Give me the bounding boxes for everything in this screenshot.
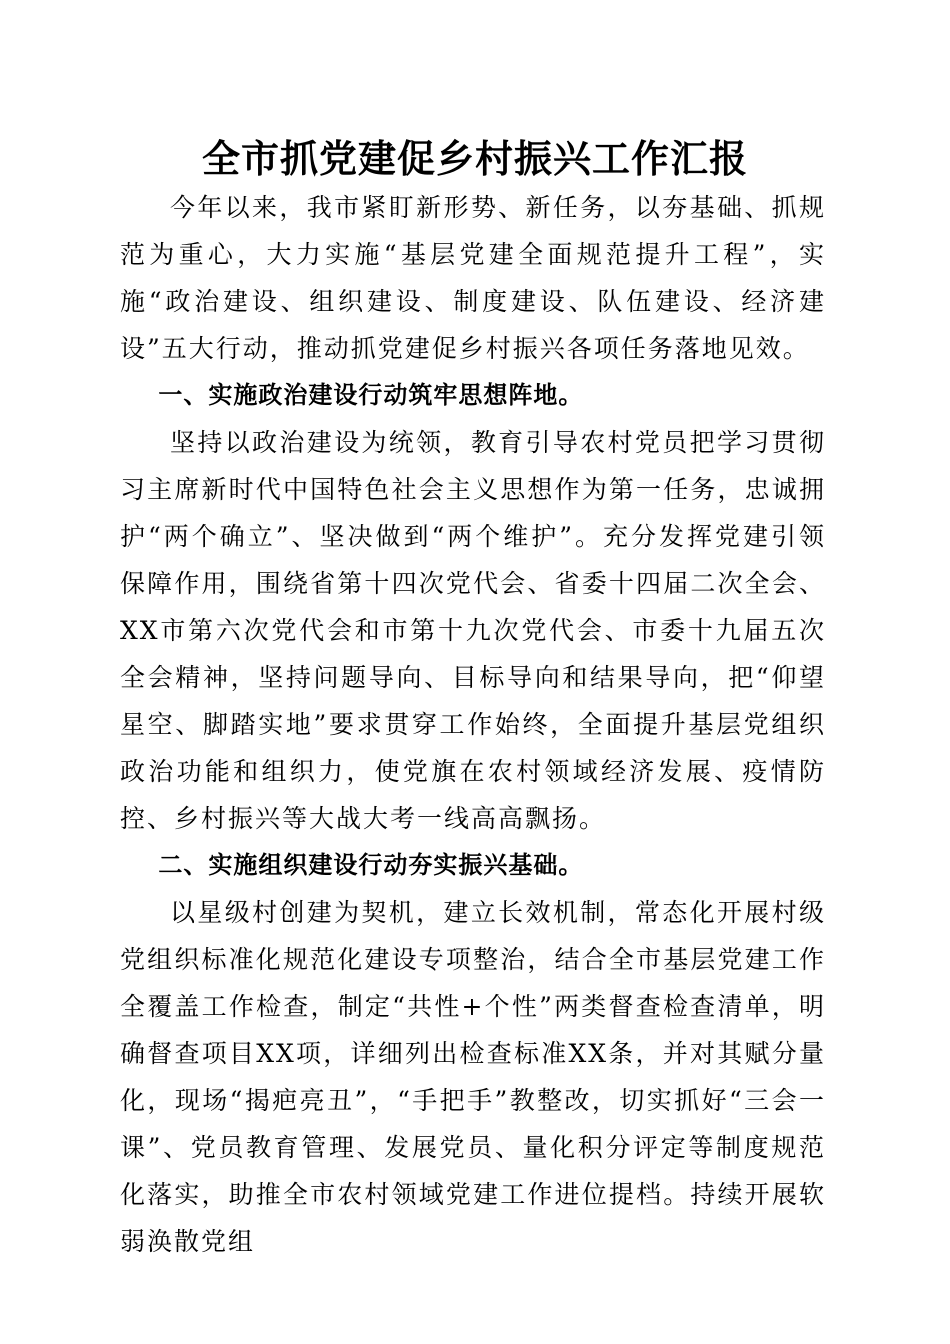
section-heading-2: 二、实施组织建设行动夯实振兴基础。 [158, 851, 584, 879]
intro-paragraph: 今年以来，我市紧盯新形势、新任务，以夯基础、抓规范为重心，大力实施“基层党建全面规范提升工程”，实施“政治建设、组织建设、制度建设、队伍建设、经济建设”五大行动，推动抓党建促乡村振兴各项任务落地见效。 [120, 193, 826, 363]
section-paragraph-2: 以星级村创建为契机，建立长效机制，常态化开展村级党组织标准化规范化建设专项整治，结合全市基层党建工作全覆盖工作检查，制定“共性+个性”两类督查检查清单，明确督查项目XX项，详细列出检查标准XX条，并对其赋分量化，现场“揭疤亮丑”，“手把手”教整改，切实抓好“三会一课”、党员教育管理、发展党员、量化积分评定等制度规范化落实，助推全市农村领域党建工作进位提档。持续开展软弱涣散党组 [120, 898, 826, 1256]
document-title: 全市抓党建促乡村振兴工作汇报 [201, 136, 748, 181]
section-paragraph-1: 坚持以政治建设为统领，教育引导农村党员把学习贯彻习主席新时代中国特色社会主义思想作为第一任务，忠诚拥护“两个确立”、坚决做到“两个维护”。充分发挥党建引领保障作用，围绕省第十四次党代会、省委十四届二次全会、XX市第六次党代会和市第十九次党代会、市委十九届五次全会精神，坚持问题导向、目标导向和结果导向，把“仰望星空、脚踏实地”要求贯穿工作始终，全面提升基层党组织政治功能和组织力，使党旗在农村领域经济发展、疫情防控、乡村振兴等大战大考一线高高飘扬。 [120, 428, 826, 833]
document-body [120, 184, 826, 1265]
section-heading-1: 一、实施政治建设行动筑牢思想阵地。 [158, 381, 584, 409]
